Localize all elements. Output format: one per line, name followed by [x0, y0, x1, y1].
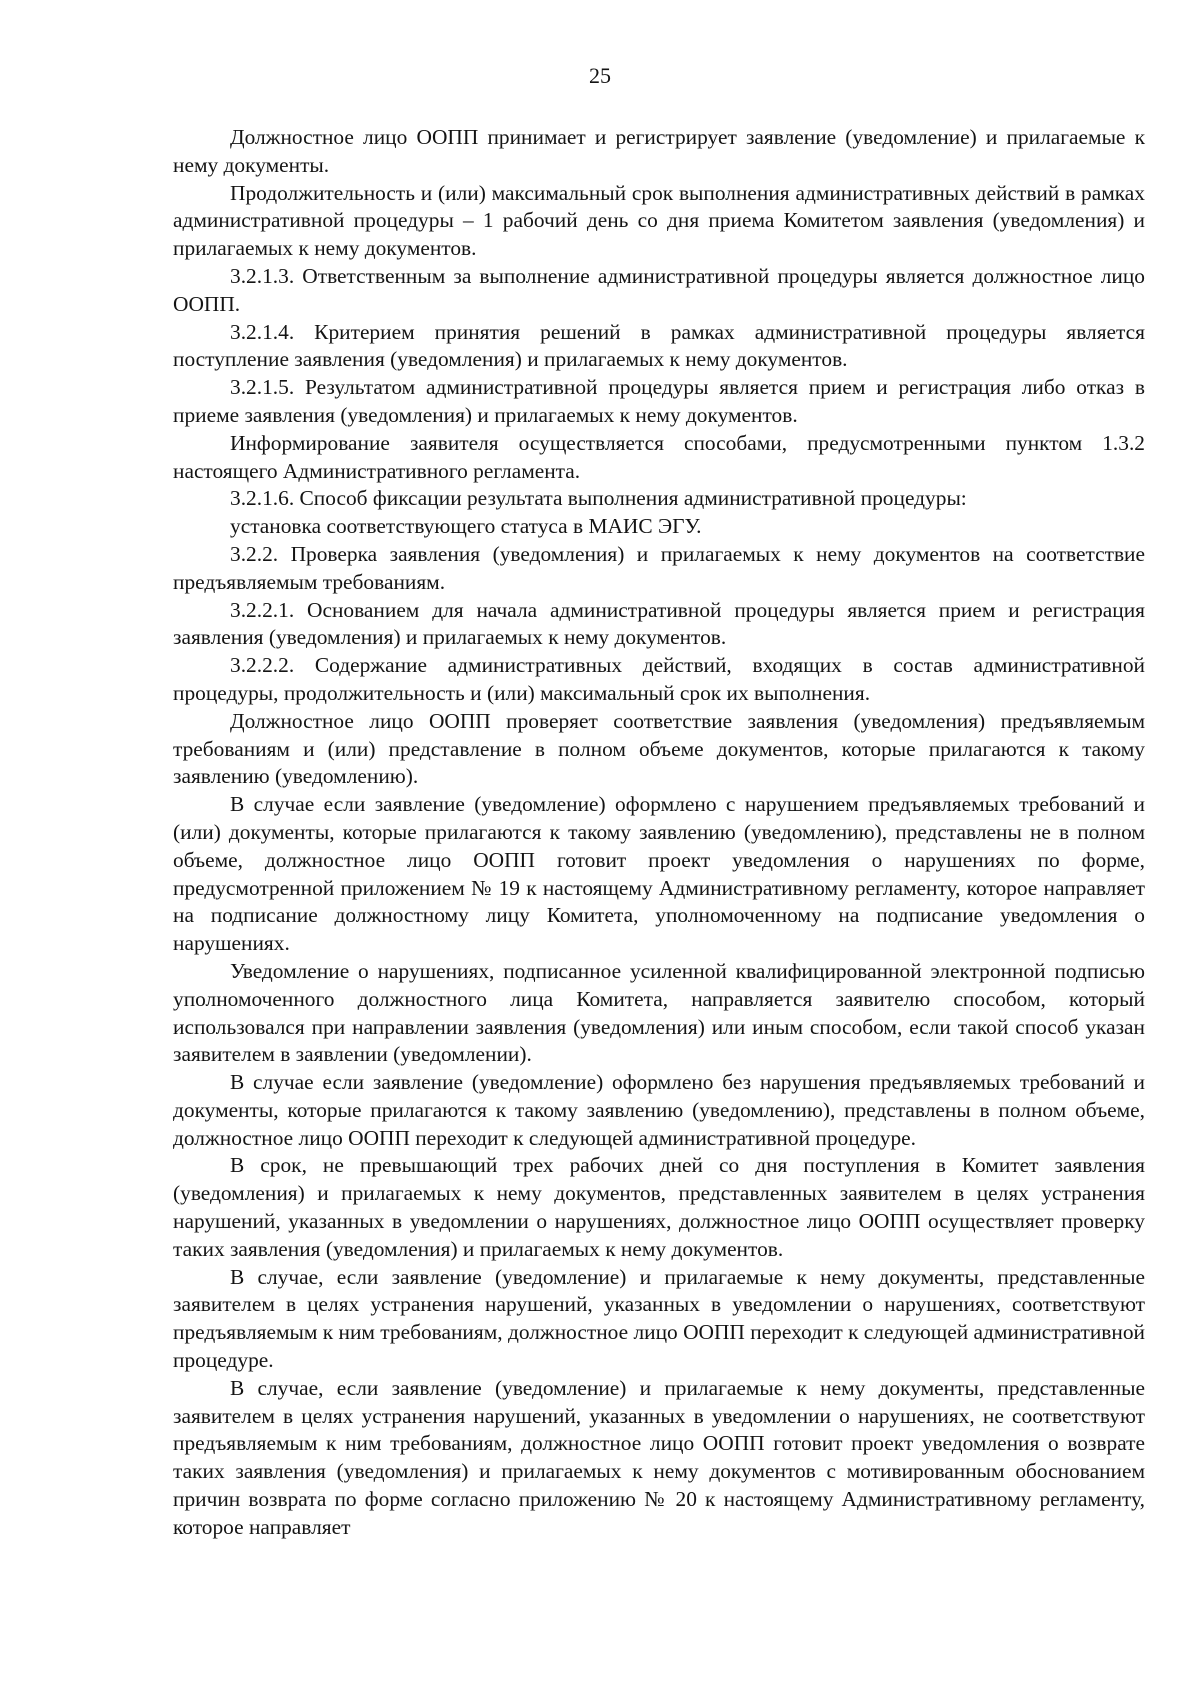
paragraph: 3.2.2.1. Основанием для начала административной процедуры является прием и регистрация заявления (уведомления) и прилагаемых к нему документов. [173, 597, 1145, 650]
paragraph: Должностное лицо ООПП принимает и регистрирует заявление (уведомление) и прилагаемые к нему документы. [173, 125, 1145, 177]
paragraph: 3.2.1.3. Ответственным за выполнение административной процедуры является должностное лицо ООПП. [173, 263, 1145, 316]
paragraph: 3.2.1.4. Критерием принятия решений в рамках административной процедуры является поступление заявления (уведомления) и прилагаемых к нему документов. [173, 319, 1145, 372]
paragraph: 3.2.1.5. Результатом административной процедуры является прием и регистрация либо отказ в приеме заявления (уведомления) и прилагаемых к нему документов. [173, 375, 1145, 427]
document-body [173, 124, 1145, 1542]
paragraph: 3.2.2.2. Содержание административных действий, входящих в состав административной процедуры, продолжительность и (или) максимальный срок их выполнения. [173, 653, 1145, 705]
paragraph: В срок, не превышающий трех рабочих дней со дня поступления в Комитет заявления (уведомления) и прилагаемых к нему документов, представленных заявителем в целях устранения нарушений, указанных в уведомлении о нарушениях, должностное лицо ООПП осуществляет проверку таких заявления (уведомления) и прилагаемых к нему документов. [173, 1153, 1145, 1261]
paragraph: В случае если заявление (уведомление) оформлено без нарушения предъявляемых требований и документы, которые прилагаются к такому заявлению (уведомлению), представлены в полном объеме, должностное лицо ООПП переходит к следующей административной процедуре. [173, 1070, 1145, 1150]
paragraph: 3.2.2. Проверка заявления (уведомления) и прилагаемых к нему документов на соответствие предъявляемым требованиям. [173, 541, 1145, 594]
paragraph: Продолжительность и (или) максимальный срок выполнения административных действий в рамках административной процедуры – 1 рабочий день со дня приема Комитетом заявления (уведомления) и прилагаемых к нему документов. [173, 180, 1145, 261]
paragraph: Уведомление о нарушениях, подписанное усиленной квалифицированной электронной подписью уполномоченного должностного лица Комитета, направляется заявителю способом, который использовался при направлении заявления (уведомления) или иным способом, если такой способ указан заявителем в заявлении (уведомлении). [173, 958, 1145, 1067]
paragraph: 3.2.1.6. Способ фиксации результата выполнения административной процедуры: [230, 486, 967, 511]
paragraph: Информирование заявителя осуществляется способами, предусмотренными пунктом 1.3.2 настоящего Административного регламента. [173, 430, 1145, 483]
paragraph: В случае, если заявление (уведомление) и прилагаемые к нему документы, представленные заявителем в целях устранения нарушений, указанных в уведомлении о нарушениях, не соответствуют предъявляемым к ним требованиям, должностное лицо ООПП готовит проект уведомления о возврате таких заявления (уведомления) и прилагаемых к нему документов с мотивированным обоснованием причин возврата по форме согласно приложению № 20 к настоящему Административному регламенту, которое направляет [173, 1375, 1145, 1539]
page-number: 25 [589, 63, 611, 88]
paragraph: Должностное лицо ООПП проверяет соответствие заявления (уведомления) предъявляемым требованиям и (или) представление в полном объеме документов, которые прилагаются к такому заявлению (уведомлению). [173, 708, 1145, 789]
paragraph: установка соответствующего статуса в МАИС ЭГУ. [230, 514, 702, 539]
paragraph: В случае, если заявление (уведомление) и прилагаемые к нему документы, представленные заявителем в целях устранения нарушений, указанных в уведомлении о нарушениях, соответствуют предъявляемым к ним требованиям, должностное лицо ООПП переходит к следующей административной процедуре. [173, 1264, 1145, 1373]
paragraph: В случае если заявление (уведомление) оформлено с нарушением предъявляемых требований и (или) документы, которые прилагаются к такому заявлению (уведомлению), представлены не в полном объеме, должностное лицо ООПП готовит проект уведомления о нарушениях по форме, предусмотренной приложением № 19 к настоящему Административному регламенту, которое направляет на подписание должностному лицу Комитета, уполномоченному на подписание уведомления о нарушениях. [173, 792, 1145, 956]
